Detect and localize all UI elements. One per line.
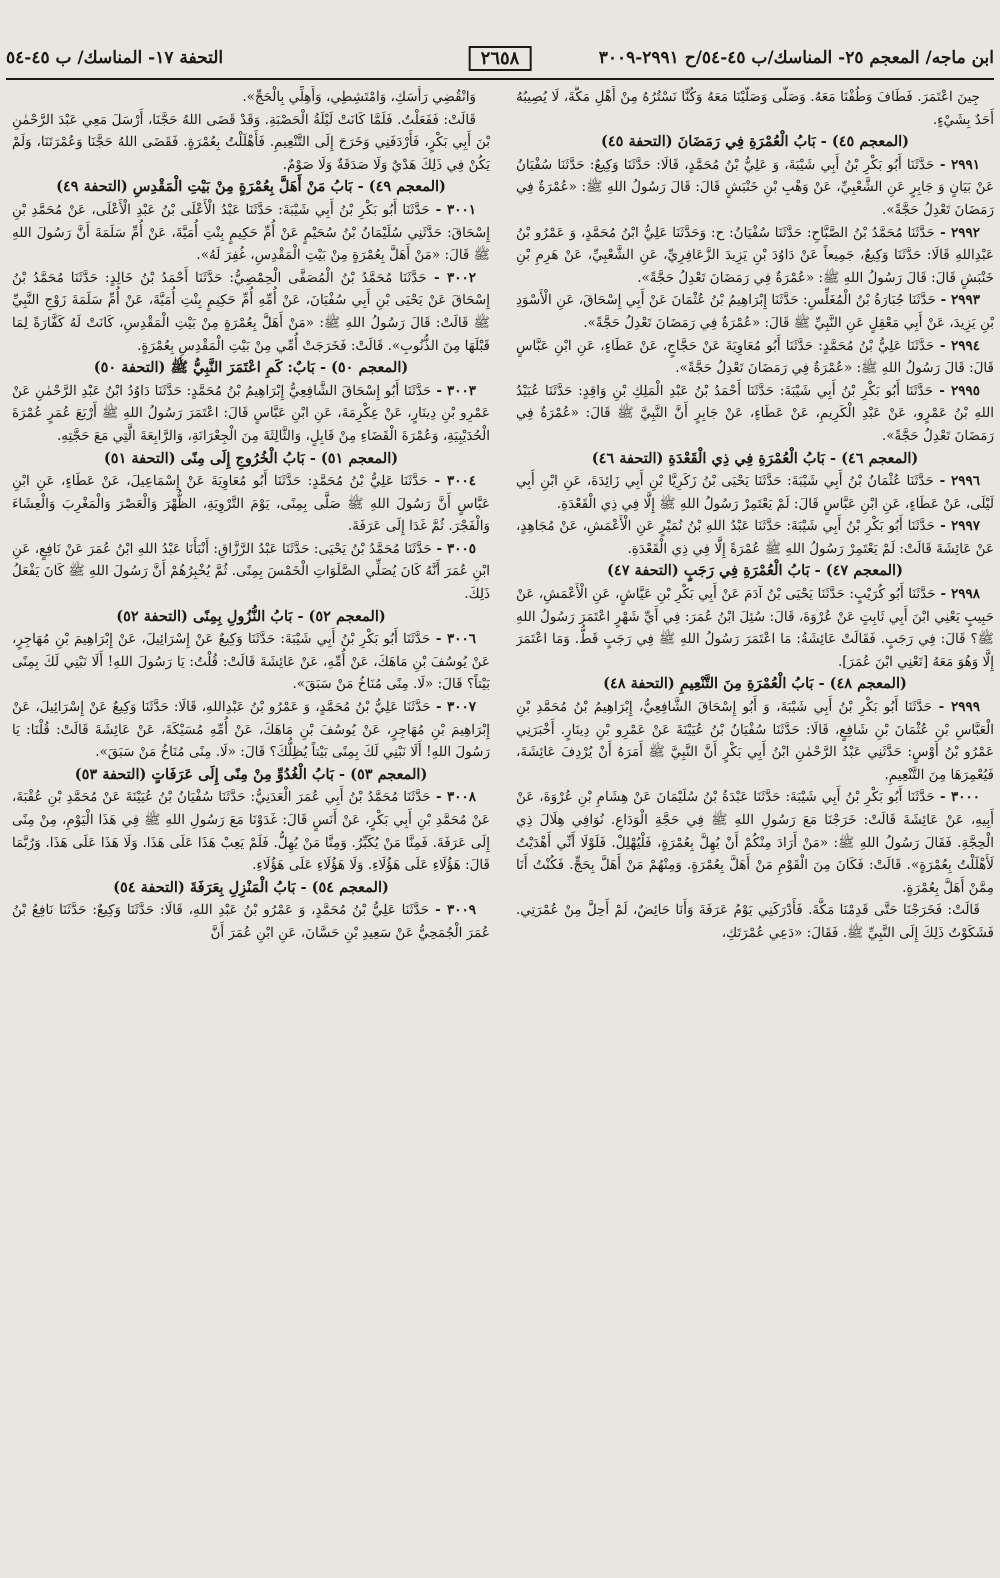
hadith-number: ٢٩٩٧ -	[934, 518, 980, 535]
hadith-number: ٢٩٩٣ -	[935, 292, 980, 309]
hadith-paragraph	[516, 515, 994, 560]
hadith-number: ٢٩٩٢ -	[934, 224, 980, 241]
header-right: ابن ماجه/ المعجم ٢٥- المناسك/ب ٤٥-٥٤/ح ٢٩٩١-٣٠٠٩	[598, 48, 994, 68]
hadith-text: حَدَّثَنَا أَبُو إِسْحَاقَ الشَّافِعِيُّ إِبْرَاهِيمُ بْنُ مُحَمَّدٍ: حَدَّثَنَا دَاوُدُ ابْنُ عَبْدِ الرَّحْمٰنِ عَنْ عَمْرِو بْنِ دِينَارٍ، عَنْ عِكْرِمَةَ، عَنِ ابْنِ عَبَّاسٍ قَالَ: اعْتَمَرَ رَسُولُ اللهِ ﷺ أَرْبَعَ عُمَرٍ عُمْرَةَ الْحُدَيْبِيَةِ، وَعُمْرَةَ الْقَضَاءِ مِنْ قَابِلٍ، وَالثَّالِثَةَ مِنَ الْجِعْرَانَةِ، وَالرَّابِعَةَ الَّتِي مَعَ حَجَّتِهِ.	[12, 382, 490, 444]
hadith-paragraph	[516, 335, 994, 380]
hadith-number: ٣٠٠٩ -	[428, 902, 476, 919]
text-paragraph: قَالَتْ: فَفَعَلْتُ. فَلَمَّا كَانَتْ لَيْلَةُ الْحَصْبَةِ. وَقَدْ قَضَى اللهُ حَجَّنَا، أَرْسَلَ مَعِي عَبْدَ الرَّحْمٰنِ بْنَ أَبِي بَكْرٍ، فَأَرْدَفَنِي وَخَرَجَ إِلَى التَّنْعِيمِ. فَأَهْلَلْتُ بِعُمْرَةٍ. فَقَضَى اللهُ حَجَّنَا وَعُمْرَتَنَا، وَلَمْ يَكُنْ فِي ذَلِكَ هَدْيٌ وَلَا صَدَقَةٌ وَلَا صَوْمٌ.	[12, 111, 490, 173]
hadith-paragraph	[12, 899, 490, 944]
page-number: ٢٦٥٨	[469, 46, 532, 71]
hadith-number: ٣٠٠٦ -	[430, 631, 476, 648]
right-column	[516, 86, 994, 1570]
hadith-paragraph	[12, 470, 490, 538]
hadith-number: ٣٠٠١ -	[429, 201, 476, 218]
hadith-paragraph	[516, 222, 994, 290]
hadith-text: حَدَّثَنَا عَلِيُّ بْنُ مُحَمَّدٍ، وَ عَمْرُو بْنُ عَبْدِ اللهِ، قَالَا: حَدَّثَنَا وَكِيعٌ: حَدَّثَنَا نَافِعُ بْنُ عُمَرَ الْجُمَحِيُّ عَنْ سَعِيدِ بْنِ حَسَّانَ، عَنِ ابْنِ عُمَرَ أَنَّ	[12, 902, 490, 941]
hadith-text: حَدَّثَنَا أَبُو بَكْرِ بْنُ أَبِي شَيْبَةَ، وَ أَبُو إِسْحَاقَ الشَّافِعِيُّ، إِبْرَاهِيمُ بْنُ مُحَمَّدِ بْنِ الْعَبَّاسِ بْنِ عُثْمَانَ بْنِ شَافِعٍ، قَالَا: حَدَّثَنَا سُفْيَانُ بْنُ عُيَيْنَةَ عَنْ عَمْرِو بْنِ دِينَارٍ. أَخْبَرَنِي عَمْرُو بْنُ أَوْسٍ: حَدَّثَنِي عَبْدُ الرَّحْمٰنِ ابْنُ أَبِي بَكْرٍ أَنَّ النَّبِيَّ ﷺ أَمَرَهُ أَنْ يُرْدِفَ عَائِشَةَ، فَيُعْمِرَهَا مِنَ التَّنْعِيمِ.	[516, 699, 994, 783]
hadith-number: ٣٠٠٤ -	[427, 473, 476, 490]
hadith-paragraph	[516, 154, 994, 222]
hadith-text: حَدَّثَنَا أَبُو بَكْرِ بْنُ أَبِي شَيْبَةَ: حَدَّثَنَا أَحْمَدُ بْنُ عَبْدِ الْمَلِكِ بْنِ وَاقِدٍ: حَدَّثَنَا عُبَيْدُ اللهِ بْنُ عَمْرٍو، عَنْ عَبْدِ الْكَرِيمِ، عَنْ عَطَاءٍ، عَنْ جَابِرٍ أَنَّ النَّبِيَّ ﷺ قَالَ: «عُمْرَةٌ فِي رَمَضَانَ تَعْدِلُ حَجَّةً».	[516, 382, 994, 444]
chapter-heading: (المعجم ٥٤) - بَابُ الْمَنْزِلِ بِعَرَفَةَ (التحفة ٥٤)	[113, 878, 389, 896]
hadith-number: ٣٠٠٨ -	[430, 789, 476, 806]
hadith-number: ٣٠٠٣ -	[431, 382, 476, 399]
text-paragraph: جِينَ اعْتَمَرَ. فَطَافَ وَطُفْنَا مَعَهُ. وَصَلَّى وَصَلَّيْنَا مَعَهُ وَكُنَّا نَسْتُرُهُ مِنْ أَهْلِ مَكَّةَ، لَا يُصِيبُهُ أَحَدٌ بِشَيْءٍ.	[516, 89, 994, 128]
hadith-paragraph	[12, 786, 490, 876]
hadith-paragraph	[516, 786, 994, 899]
hadith-text: حَدَّثَنَا عُثْمَانُ بْنُ أَبِي شَيْبَةَ: حَدَّثَنَا يَحْيَى بْنُ زَكَرِيَّا بْنِ أَبِي زَائِدَةَ، عَنِ ابْنِ أَبِي لَيْلَى، عَنْ عَطَاءٍ، عَنِ ابْنِ عَبَّاسٍ قَالَ: لَمْ يَعْتَمِرْ رَسُولُ اللهِ ﷺ إِلَّا فِي ذِي الْقَعْدَةِ.	[516, 473, 994, 512]
header-left: التحفة ١٧- المناسك/ ب ٤٥-٥٤	[6, 48, 224, 68]
hadith-paragraph	[12, 199, 490, 267]
chapter-heading: (المعجم ٥٣) - بَابُ الْغُدُوِّ مِنْ مِنًى إِلَى عَرَفَاتٍ (التحفة ٥٣)	[74, 765, 428, 783]
hadith-paragraph	[12, 267, 490, 357]
chapter-heading: (المعجم ٥٢) - بَابُ النُّزُولِ بِمِنًى (التحفة ٥٢)	[116, 607, 386, 625]
header-rule	[6, 78, 994, 80]
hadith-number: ٢٩٩٤ -	[934, 337, 980, 354]
chapter-heading: (المعجم ٤٦) - بَابُ الْعُمْرَةِ فِي ذِي الْقَعْدَةِ (التحفة ٤٦)	[591, 449, 919, 467]
hadith-text: حَدَّثَنَا أَبُو بَكْرِ بْنُ أَبِي شَيْبَةَ: حَدَّثَنَا عَبْدُ اللهِ بْنُ نُمَيْرٍ عَنِ الْأَعْمَشِ، عَنْ مُجَاهِدٍ، عَنْ عَائِشَةَ قَالَتْ: لَمْ يَعْتَمِرْ رَسُولُ اللهِ ﷺ عُمْرَةً إِلَّا فِي ذِي الْقَعْدَةِ.	[516, 518, 994, 557]
chapter-heading: (المعجم ٥١) - بَابُ الْخُرُوجِ إِلَى مِنًى (التحفة ٥١)	[103, 449, 399, 467]
chapter-heading: (المعجم ٤٥) - بَابُ الْعُمْرَةِ فِي رَمَضَانَ (التحفة ٤٥)	[600, 133, 910, 151]
hadith-text: حَدَّثَنَا مُحَمَّدُ بْنُ أَبِي عُمَرَ الْعَدَنِيُّ: حَدَّثَنَا سُفْيَانُ بْنُ عُيَيْنَةَ عَنْ مُحَمَّدِ بْنِ عُقْبَةَ، عَنْ مُحَمَّدِ بْنِ أَبِي بَكْرٍ، عَنْ أَنَسٍ قَالَ: غَدَوْنَا مَعَ رَسُولِ اللهِ ﷺ فِي هَذَا الْيَوْمِ، مِنْ مِنًى إِلَى عَرَفَةَ. فَمِنَّا مَنْ يُكَبِّرُ. وَمِنَّا مَنْ يُهِلُّ. فَلَمْ يَعِبْ هَذَا عَلَى هَذَا. وَلَا هَذَا عَلَى هَذَا. وَرُبَّمَا قَالَ: هَؤُلَاءِ عَلَى هَؤُلَاءِ. وَلَا هَؤُلَاءِ عَلَى هَؤُلَاءِ.	[12, 789, 490, 874]
chapter-heading: (المعجم ٤٧) - بَابُ الْعُمْرَةِ فِي رَجَبٍ (التحفة ٤٧)	[607, 562, 903, 580]
chapter-heading: (المعجم ٤٩) - بَابُ مَنْ أَهَلَّ بِعُمْرَةٍ مِنْ بَيْتِ الْمَقْدِسِ (التحفة ٤٩)	[56, 178, 446, 196]
hadith-text: حَدَّثَنَا أَبُو بَكْرِ بْنُ أَبِي شَيْبَةَ: حَدَّثَنَا وَكِيعٌ عَنْ إِسْرَائِيلَ، عَنْ إِبْرَاهِيمَ بْنِ مُهَاجِرٍ، عَنْ يُوسُفَ بْنِ مَاهَكَ، عَنْ أُمِّهِ، عَنْ عَائِشَةَ قَالَتْ: قُلْتُ: يَا رَسُولَ اللهِ! أَلَا نَبْنِي لَكَ بِمِنًى بَيْتاً؟ قَالَ: «لَا. مِنًى مُنَاخُ مَنْ سَبَقَ».	[12, 631, 490, 693]
hadith-paragraph	[516, 380, 994, 448]
hadith-text: حَدَّثَنَا أَبُو بَكْرِ بْنُ أَبِي شَيْبَةَ: حَدَّثَنَا عَبْدُ الْأَعْلَى بْنُ عَبْدِ الْأَعْلَى، عَنْ مُحَمَّدِ بْنِ إِسْحَاقَ: حَدَّثَنِي سُلَيْمَانُ بْنُ سُحَيْمٍ عَنْ أُمِّ حَكِيمٍ بِنْتِ أُمَيَّةَ، عَنْ أُمِّ سَلَمَةَ أَنَّ رَسُولَ اللهِ ﷺ قَالَ: «مَنْ أَهَلَّ بِعُمْرَةٍ مِنْ بَيْتِ الْمَقْدِسِ، غُفِرَ لَهُ».	[12, 201, 490, 264]
hadith-text: حَدَّثَنَا مُحَمَّدُ بْنُ الْمُصَفَّى الْحِمْصِيُّ: حَدَّثَنَا أَحْمَدُ بْنُ خَالِدٍ: حَدَّثَنَا مُحَمَّدُ بْنُ إِسْحَاقَ عَنْ يَحْيَى بْنِ أَبِي سُفْيَانَ، عَنْ أُمِّهِ أُمِّ حَكِيمٍ بِنْتِ أُمَيَّةَ، عَنْ أُمِّ سَلَمَةَ زَوْجِ النَّبِيِّ ﷺ قَالَتْ: قَالَ رَسُولُ اللهِ ﷺ: «مَنْ أَهَلَّ بِعُمْرَةٍ مِنْ بَيْتِ الْمَقْدِسِ، كَانَتْ لَهُ كَفَّارَةً لِمَا قَبْلَهَا مِنَ الذُّنُوبِ». قَالَتْ: فَخَرَجَتْ أُمِّي مِنْ بَيْتِ الْمَقْدِسِ بِعُمْرَةٍ.	[12, 269, 490, 354]
hadith-paragraph	[12, 628, 490, 696]
hadith-paragraph	[516, 696, 994, 786]
hadith-number: ٣٠٠٥ -	[431, 540, 476, 557]
chapter-heading: (المعجم ٤٨) - بَابُ الْعُمْرَةِ مِنَ التَّنْعِيمِ (التحفة ٤٨)	[603, 675, 907, 693]
hadith-text: حَدَّثَنَا عَلِيُّ بْنُ مُحَمَّدٍ، وَ عَمْرُو بْنُ عَبْدِاللهِ، قَالَا: حَدَّثَنَا وَكِيعٌ عَنْ إِسْرَائِيلَ، عَنْ إِبْرَاهِيمَ بْنِ مُهَاجِرٍ، عَنْ يُوسُفَ بْنِ مَاهَكَ، عَنْ أُمِّهِ مُسَيْكَةَ، عَنْ عَائِشَةَ قَالَتْ: قُلْنَا: يَا رَسُولَ اللهِ! أَلَا نَبْنِي لَكَ بِمِنًى بَيْتاً يُظِلُّكَ؟ قَالَ: «لَا. مِنًى مُنَاخُ مَنْ سَبَقَ».	[12, 699, 490, 761]
hadith-number: ٢٩٩٥ -	[933, 382, 980, 399]
hadith-number: ٢٩٩٦ -	[933, 473, 980, 490]
hadith-text: حَدَّثَنَا جُبَارَةُ بْنُ الْمُغَلِّسِ: حَدَّثَنَا إِبْرَاهِيمُ بْنُ عُثْمَانَ عَنْ أَبِي إِسْحَاقَ، عَنِ الْأَسْوَدِ بْنِ يَزِيدَ، عَنْ أَبِي مَعْقِلٍ عَنِ النَّبِيِّ ﷺ قَالَ: «عُمْرَةٌ فِي رَمَضَانَ تَعْدِلُ حَجَّةً».	[516, 292, 994, 331]
hadith-paragraph	[12, 696, 490, 764]
hadith-paragraph	[516, 470, 994, 515]
hadith-number: ٣٠٠٧ -	[430, 699, 476, 716]
hadith-paragraph	[516, 583, 994, 673]
text-paragraph: قَالَتْ: فَخَرَجْنَا حَتَّى قَدِمْنَا مَكَّةَ. فَأَدْرَكَنِي يَوْمُ عَرَفَةَ وَأَنَا حَائِضٌ، لَمْ أَحِلَّ مِنْ عُمْرَتِي. فَشَكَوْتُ ذَلِكَ إِلَى النَّبِيِّ ﷺ. فَقَالَ: «دَعِي عُمْرَتَكِ،	[516, 902, 994, 941]
hadith-text: حَدَّثَنَا أَبُو بَكْرِ بْنُ أَبِي شَيْبَةَ: حَدَّثَنَا عَبْدَةُ بْنُ سُلَيْمَانَ عَنْ هِشَامِ بْنِ عُرْوَةَ، عَنْ أَبِيهِ، عَنْ عَائِشَةَ قَالَتْ: خَرَجْنَا مَعَ رَسُولِ اللهِ ﷺ فِي حَجَّةِ الْوَدَاعِ. نُوَافِي هِلَالَ ذِي الْحِجَّةِ. فَقَالَ رَسُولُ اللهِ ﷺ: «مَنْ أَرَادَ مِنْكُمْ أَنْ يُهِلَّ بِعُمْرَةٍ، فَلْيُهْلِلْ. فَلَوْلَا أَنِّي أَهْدَيْتُ لَأَهْلَلْتُ بِعُمْرَةٍ». قَالَتْ: فَكَانَ مِنَ الْقَوْمِ مَنْ أَهَلَّ بِعُمْرَةٍ. وَمِنْهُمْ مَنْ أَهَلَّ بِحَجٍّ. فَكُنْتُ أَنَا مِمَّنْ أَهَلَّ بِعُمْرَةٍ.	[516, 789, 994, 896]
hadith-text: حَدَّثَنَا عَلِيُّ بْنُ مُحَمَّدٍ: حَدَّثَنَا أَبُو مُعَاوِيَةَ عَنْ حَجَّاجٍ، عَنْ عَطَاءٍ، عَنِ ابْنِ عَبَّاسٍ قَالَ: قَالَ رَسُولُ اللهِ ﷺ: «عُمْرَةٌ فِي رَمَضَانَ تَعْدِلُ حَجَّةً».	[516, 337, 994, 377]
hadith-paragraph	[516, 289, 994, 334]
hadith-text: حَدَّثَنَا أَبُو بَكْرِ بْنُ أَبِي شَيْبَةَ، وَ عَلِيُّ بْنُ مُحَمَّدٍ، قَالَا: حَدَّثَنَا وَكِيعٌ: حَدَّثَنَا سُفْيَانُ عَنْ بَيَانٍ وَ جَابِرٍ عَنِ الشَّعْبِيِّ، عَنْ وَهْبِ بْنِ خَنْبَشٍ قَالَ: قَالَ رَسُولُ اللهِ ﷺ: «عُمْرَةٌ فِي رَمَضَانَ تَعْدِلُ حَجَّةً».	[516, 156, 994, 218]
left-column	[12, 86, 490, 1570]
hadith-number: ٣٠٠٢ -	[426, 269, 476, 286]
running-header	[6, 40, 994, 76]
hadith-text: حَدَّثَنَا مُحَمَّدُ بْنُ يَحْيَى: حَدَّثَنَا عَبْدُ الرَّزَّاقِ: أَنْبَأَنَا عَبْدُ اللهِ ابْنُ عُمَرَ عَنْ نَافِعٍ، عَنِ ابْنِ عُمَرَ أَنَّهُ كَانَ يُصَلِّي الصَّلَوَاتِ الْخَمْسَ بِمِنًى. ثُمَّ يُخْبِرُهُمْ أَنَّ رَسُولَ اللهِ ﷺ كَانَ يَفْعَلُ ذَلِكَ.	[12, 540, 490, 603]
chapter-heading: (المعجم ٥٠) - بَابٌ: كَمِ اعْتَمَرَ النَّبِيُّ ﷺ (التحفة ٥٠)	[93, 359, 409, 377]
hadith-paragraph	[12, 380, 490, 448]
hadith-text: حَدَّثَنَا عَلِيُّ بْنُ مُحَمَّدٍ: حَدَّثَنَا أَبُو مُعَاوِيَةَ عَنْ إِسْمَاعِيلَ، عَنْ عَطَاءٍ، عَنِ ابْنِ عَبَّاسٍ أَنَّ رَسُولَ اللهِ ﷺ صَلَّى بِمِنًى، يَوْمَ التَّرْوِيَةِ، الظُّهْرَ وَالْعَصْرَ وَالْمَغْرِبَ وَالْعِشَاءَ وَالْفَجْرَ. ثُمَّ غَدَا إِلَى عَرَفَةَ.	[12, 473, 490, 535]
hadith-number: ٢٩٩١ -	[934, 156, 980, 173]
hadith-paragraph	[12, 538, 490, 606]
hadith-text: حَدَّثَنَا مُحَمَّدُ بْنُ الصَّبَّاحِ: حَدَّثَنَا سُفْيَانُ: ح: وَحَدَّثَنَا عَلِيُّ ابْنُ مُحَمَّدٍ، وَ عَمْرُو بْنُ عَبْدِاللهِ قَالَا: حَدَّثَنَا وَكِيعٌ، جَمِيعاً عَنْ دَاوُدَ بْنِ يَزِيدَ الزَّعَافِرِيِّ، عَنِ الشَّعْبِيِّ، عَنْ هَرِمِ بْنِ خَنْبَشٍ قَالَ: قَالَ رَسُولُ اللهِ ﷺ: «عُمْرَةٌ فِي رَمَضَانَ تَعْدِلُ حَجَّةً».	[516, 224, 994, 286]
hadith-number: ٣٠٠٠ -	[934, 789, 980, 806]
text-paragraph: وَانْقُضِي رَأْسَكِ، وَامْتَشِطِي، وَأَهِلِّي بِالْحَجِّ».	[242, 89, 476, 105]
hadith-text: حَدَّثَنَا أَبُو كُرَيْبٍ: حَدَّثَنَا يَحْيَى بْنُ آدَمَ عَنْ أَبِي بَكْرِ بْنِ عَيَّاشٍ، عَنِ الْأَعْمَشِ، عَنْ حَبِيبٍ يَعْنِي ابْنَ أَبِي ثَابِتٍ عَنْ عُرْوَةَ، قَالَ: سُئِلَ ابْنُ عُمَرَ: فِي أَيِّ شَهْرٍ اعْتَمَرَ رَسُولُ اللهِ ﷺ؟ قَالَ: فِي رَجَبٍ. فَقَالَتْ عَائِشَةُ: مَا اعْتَمَرَ رَسُولُ اللهِ ﷺ فِي رَجَبٍ قَطُّ. وَمَا اعْتَمَرَ إِلَّا وَهُوَ مَعَهُ [تَعْنِي ابْنَ عُمَرَ].	[516, 586, 994, 670]
hadith-number: ٢٩٩٩ -	[931, 699, 980, 716]
hadith-number: ٢٩٩٨ -	[935, 586, 981, 603]
